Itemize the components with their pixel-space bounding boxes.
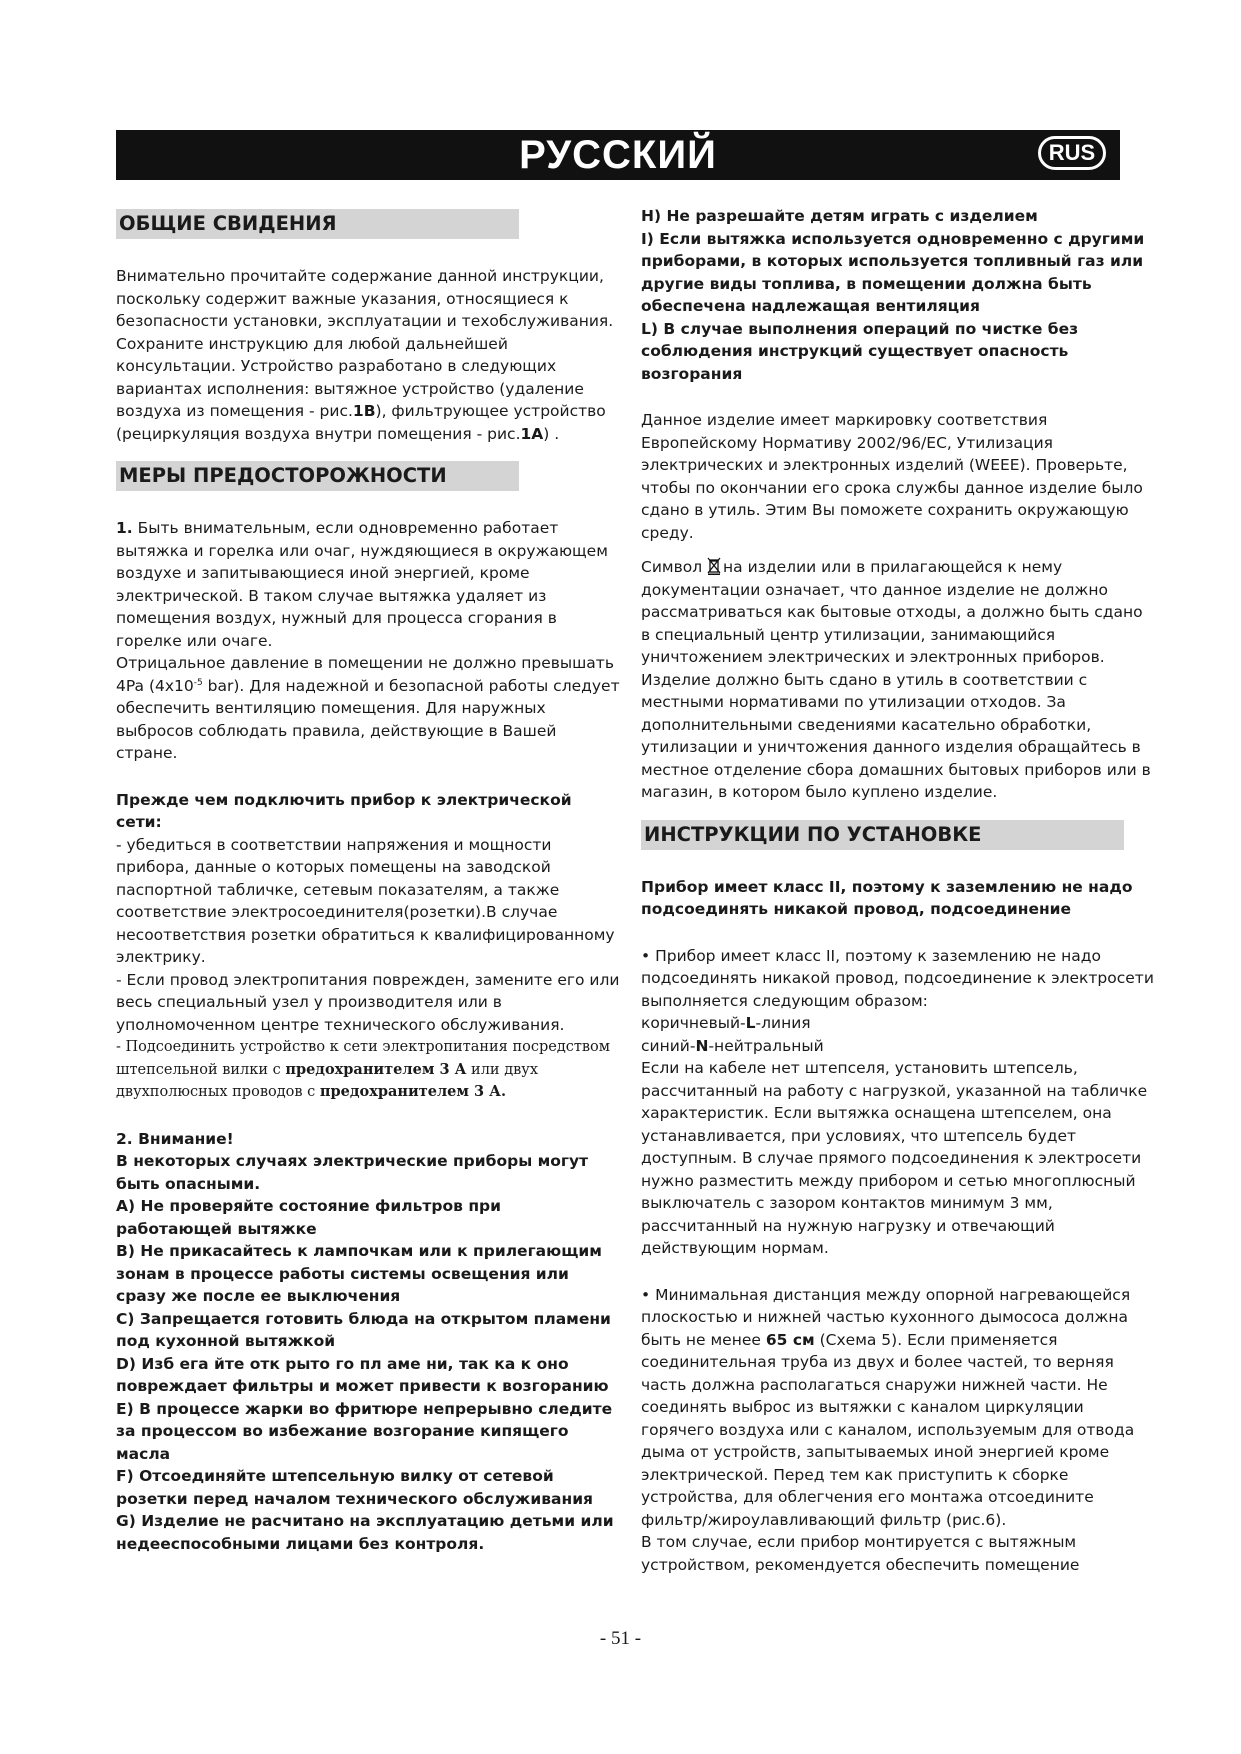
install-paragraph: Если на кабеле нет штепселя, установить штепсель, рассчитанный на работу с нагрузкой, указанной на табличке характеристик. Если вытяжка оснащена штепселем, она устанавливается, при условиях, что штепсель будет доступным. В случае прямого подсоединения к электросети нужно разместить между прибором и сетью многоплюсный выключатель с зазором контактов минимум 3 мм, рассчитанный на нужную нагрузку и отвечающий действующим нормам. <box>641 1059 1148 1257</box>
section-heading-installation: ИНСТРУКЦИИ ПО УСТАНОВКЕ <box>641 820 1124 850</box>
language-banner <box>116 130 1120 180</box>
install-class-note: Прибор имеет класс II, поэтому к заземлению не надо подсоединять никакой провод, подсоединение <box>641 877 1133 918</box>
page-title: РУССКИЙ <box>519 133 717 177</box>
install-paragraph: • Прибор имеет класс II, поэтому к заземлению не надо подсоединять никакой провод, подсоединение к электросети выполняется следующим образом: <box>641 946 1154 1010</box>
section-heading-precautions: МЕРЫ ПРЕДОСТОРОЖНОСТИ <box>116 461 519 491</box>
section-heading-general: ОБЩИЕ СВИДЕНИЯ <box>116 209 519 239</box>
crossed-bin-icon <box>707 557 721 575</box>
right-column <box>641 205 1156 1576</box>
warning-item: F) Отсоединяйте штепсельную вилку от сетевой розетки перед началом технического обслуживания <box>116 1467 594 1508</box>
warning-item: G) Изделие не расчитано на эксплуатацию детьми или недееспособными лицами без контроля. <box>116 1512 614 1553</box>
warning-item: D) Изб ега йте отк рыто го пл аме ни, так ка к оно повреждает фильтры и может привести к возгоранию <box>116 1354 609 1395</box>
weee-paragraph: Данное изделие имеет маркировку соответствия Европейскому Нормативу 2002/96/EC, Утилизация электрических и электронных изделий (WEEE). Проверьте, чтобы по окончании его срока службы данное изделие было сдано в утиль. Этим Вы поможете сохранить окружающую среду. <box>641 411 1143 542</box>
warning-item: C) Запрещается готовить блюда на открытом пламени под кухонной вытяжкой <box>116 1309 611 1350</box>
pressure-paragraph: Отрицальное давление в помещении не должно превышать 4Pa ($4x10^{-5}$ bar). Для надежной и безопасной работы следует обеспечить вентиляцию помещения. Для наружных выбросов соблюдать правила, действующие в Вашей стране. <box>116 654 620 762</box>
connect-heading: Прежде чем подключить прибор к электрической сети: <box>116 790 572 831</box>
precaution-1: 1. Быть внимательным, если одновременно работает вытяжка и горелка или очаг, нуждяющиеся в окружающем воздухе и запитывающиеся иной энергией, кроме электрической. В таком случае вытяжка удаляет из помещения воздух, нужный для процесса сгорания в горелке или очаге. <box>116 519 608 650</box>
warning-item: H) Не разрешайте детям играть с изделием <box>641 207 1038 225</box>
attention-intro: В некоторых случаях электрические приборы могут быть опасными. <box>116 1152 589 1193</box>
warning-item: L) В случае выполнения операций по чистке без соблюдения инструкций существует опасность возгорания <box>641 319 1079 383</box>
language-badge: RUS <box>1038 136 1106 170</box>
left-column <box>116 205 622 1555</box>
wire-brown: коричневый-L-линия <box>641 1014 811 1032</box>
warning-item: I) Если вытяжка используется одновременно с другими приборами, в которых используется топливный газ или другие виды топлива, в помещении должна быть обеспечена надлежащая вентиляция <box>641 229 1145 315</box>
connect-item: - Подсоединить устройство к сети электропитания посредством штепсельной вилки с предохранителем 3 А или двух двухполюсных проводов с предохранителем 3 А. <box>116 1039 611 1100</box>
general-paragraph: Внимательно прочитайте содержание данной инструкции, поскольку содержит важные указания, относящиеся к безопасности установки, эксплуатации и техобслуживания. Сохраните инструкцию для любой дальнейшей консультации. Устройство разработано в следующих вариантах исполнения: вытяжное устройство (удаление воздуха из помещения - рис.1B), фильтрующее устройство (рециркуляция воздуха внутри помещения - рис.1A) . <box>116 267 614 443</box>
install-paragraph: В том случае, если прибор монтируется с вытяжным устройством, рекомендуется обеспечить помещение <box>641 1533 1080 1574</box>
install-distance-paragraph: • Минимальная дистанция между опорной нагревающейся плоскостью и нижней частью кухонного дымососа должна быть не менее 65 см (Схема 5). Если применяется соединительная труба из двух и более частей, то верняя часть должна располагаться снаружи нижней части. Не соединять выброс из вытяжки с каналом циркуляции горячего воздуха или с каналом, используемым для отвода дыма от устройств, запытываемых иной энергией кроме электрической. Перед тем как приступить к сборке устройства, для облегчения его монтажа отсоедините фильтр/жироулавливающий фильтр (рис.6). <box>641 1285 1135 1529</box>
attention-heading: 2. Внимание! <box>116 1129 234 1148</box>
warning-item: E) В процессе жарки во фритюре непрерывно следите за процессом во избежание возгорание кипящего масла <box>116 1399 613 1463</box>
connect-item: - Если провод электропитания поврежден, замените его или весь специальный узел у производителя или в уполномоченном центре технического обслуживания. <box>116 970 620 1034</box>
weee-symbol-paragraph: Символ на изделии или в прилагающейся к нему документации означает, что данное изделие не должно рассматриваться как бытовые отходы, а должно быть сдано в специальный центр утилизации, занимающийся уничтожением электрических и электронных приборов. Изделие должно быть сдано в утиль в соответствии с местными нормативами по утилизации отходов. За дополнительными сведениями касательно обработки, утилизации и уничтожения данного изделия обращайтесь в местное отделение сбора домашних бытовых приборов или в магазин, в котором было куплено изделие. <box>641 558 1151 801</box>
wire-blue: синий-N-нейтральный <box>641 1036 824 1055</box>
connect-item: - убедиться в соответствии напряжения и мощности прибора, данные о которых помещены на заводской паспортной табличке, сетевым показателям, а также соответствие электросоединителя(розетки).В случае несоответствия розетки обратиться к квалифицированному электрику. <box>116 835 615 966</box>
page-number: - 51 - <box>599 1628 642 1649</box>
warning-item: A) Не проверяйте состояние фильтров при работающей вытяжке <box>116 1197 502 1238</box>
warning-item: B) Не прикасайтесь к лампочкам или к прилегающим зонам в процессе работы системы освещения или сразу же после ее выключения <box>116 1242 602 1305</box>
